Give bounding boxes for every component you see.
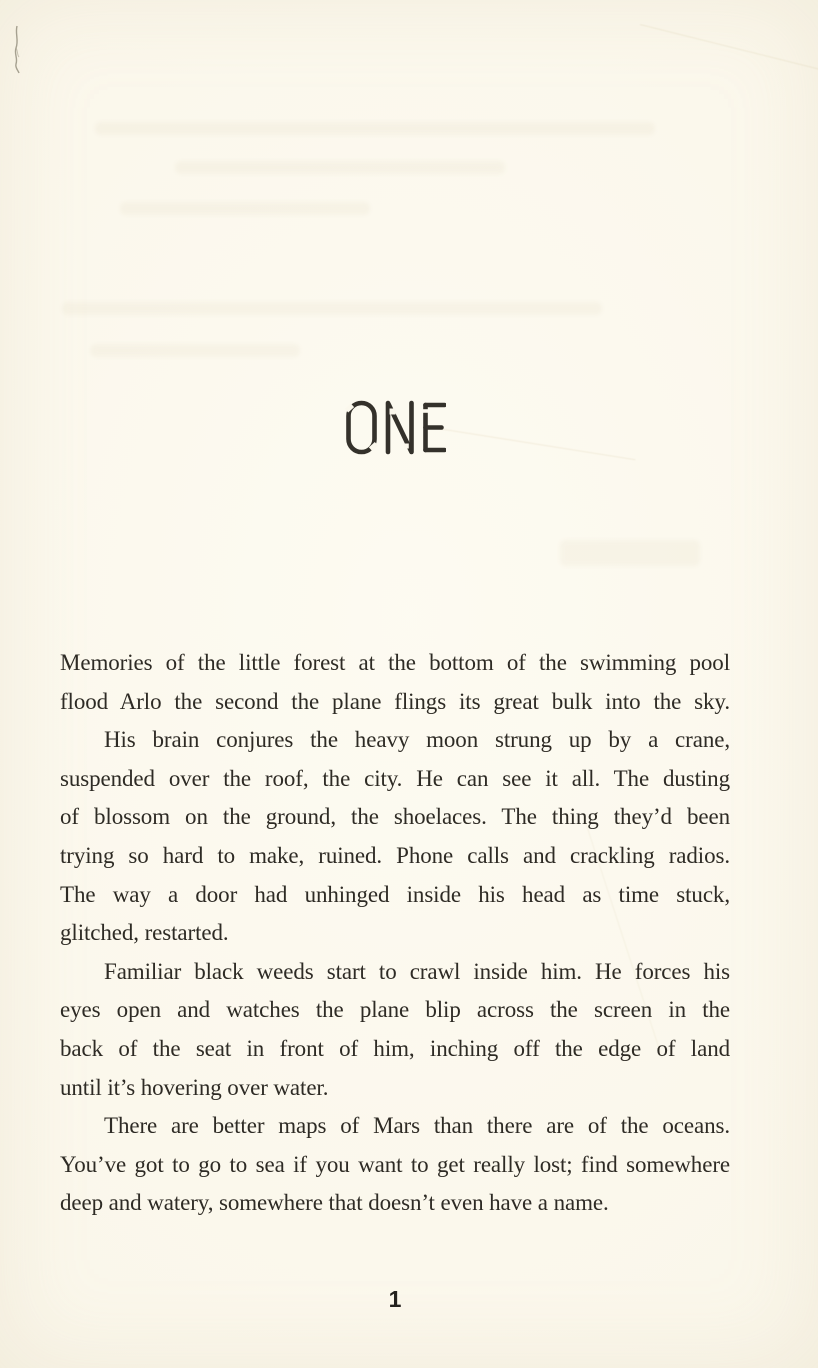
page-number: 1 bbox=[388, 1286, 402, 1312]
text-line: flood Arlo the second the plane flings its great bulk into the sky. bbox=[60, 688, 730, 714]
text-line: You’ve got to go to sea if you want to get really lost; find somewhere bbox=[60, 1151, 730, 1177]
showthrough-mark bbox=[62, 302, 602, 315]
chapter-heading bbox=[60, 399, 730, 456]
showthrough-mark bbox=[120, 202, 370, 215]
text-line: until it’s hovering over water. bbox=[60, 1074, 329, 1100]
chapter-heading-glyphs bbox=[344, 399, 446, 456]
showthrough-mark bbox=[95, 122, 655, 135]
text-line: trying so hard to make, ruined. Phone calls and crackling radios. bbox=[60, 842, 730, 868]
showthrough-mark bbox=[560, 540, 700, 566]
text-line: eyes open and watches the plane blip across the screen in the bbox=[60, 997, 730, 1023]
paper-crease bbox=[640, 24, 818, 88]
text-line: of blossom on the ground, the shoelaces. The thing they’d been bbox=[60, 804, 730, 830]
text-line: His brain conjures the heavy moon strung up by a crane, bbox=[104, 727, 730, 753]
text-line: glitched, restarted. bbox=[60, 920, 229, 946]
text-line: deep and watery, somewhere that doesn’t even have a name. bbox=[60, 1190, 609, 1216]
scan-artifact-mark bbox=[8, 24, 34, 76]
body-text bbox=[60, 644, 730, 1223]
text-line: Memories of the little forest at the bottom of the swimming pool bbox=[60, 650, 730, 675]
text-line: suspended over the roof, the city. He can see it all. The dusting bbox=[60, 765, 730, 791]
text-line: Familiar black weeds start to crawl inside him. He forces his bbox=[104, 958, 730, 984]
text-line: There are better maps of Mars than there are of the oceans. bbox=[104, 1113, 730, 1139]
showthrough-mark bbox=[175, 161, 505, 174]
text-line: The way a door had unhinged inside his head as time stuck, bbox=[60, 881, 730, 907]
showthrough-mark bbox=[90, 344, 300, 357]
text-line: back of the seat in front of him, inching off the edge of land bbox=[60, 1035, 730, 1061]
